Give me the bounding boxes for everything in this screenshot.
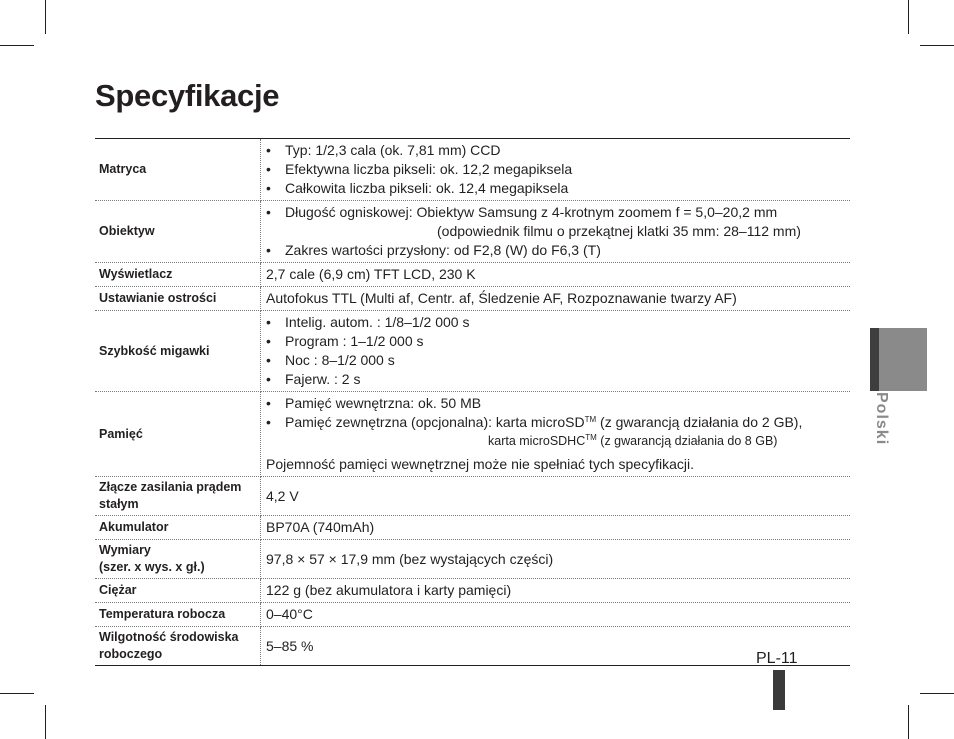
table-row — [95, 263, 850, 287]
row-label: Matryca — [95, 139, 261, 201]
list-item-text: (z gwarancją działania do 8 GB) — [596, 434, 778, 448]
memory-note: Pojemność pamięci wewnętrznej może nie spełniać tych specyfikacji. — [266, 456, 694, 472]
crop-mark — [0, 45, 34, 46]
page-number-bar — [773, 670, 785, 710]
row-label-line: Wymiary — [99, 543, 151, 557]
table-row — [95, 627, 850, 666]
crop-mark — [920, 693, 954, 694]
table-row — [95, 287, 850, 311]
row-label-line: (szer. x wys. x gł.) — [99, 560, 205, 574]
crop-mark — [45, 705, 46, 739]
row-value — [261, 311, 851, 392]
row-label: Szybkość migawki — [95, 311, 261, 392]
table-row — [95, 201, 850, 263]
list-item: • Noc : 8–1/2 000 s — [266, 351, 846, 370]
crop-mark — [45, 0, 46, 34]
row-value — [261, 139, 851, 201]
page-number: PL-11 — [756, 650, 798, 667]
row-label: Obiektyw — [95, 201, 261, 263]
table-row — [95, 603, 850, 627]
row-label: Pamięć — [95, 392, 261, 477]
language-tab-label: Polski — [873, 392, 890, 446]
row-value: 0–40°C — [261, 603, 851, 627]
list-item-text: karta microSDHC — [488, 434, 586, 448]
list-item: • Fajerw. : 2 s — [266, 370, 846, 389]
list-item-text: Pamięć zewnętrzna (opcjonalna): karta microSD — [285, 414, 585, 430]
row-value: 5–85 % — [261, 627, 851, 666]
trademark-mark: TM — [584, 415, 597, 424]
row-label: Złącze zasilania prądem stałym — [95, 477, 261, 516]
table-row — [95, 139, 850, 201]
row-value — [261, 392, 851, 477]
crop-mark — [920, 45, 954, 46]
row-value: 4,2 V — [261, 477, 851, 516]
list-item-text: Długość ogniskowej: Obiektyw Samsung z 4-krotnym zoomem f = 5,0–20,2 mm — [285, 204, 778, 220]
list-item: • Zakres wartości przysłony: od F2,8 (W) do F6,3 (T) — [266, 241, 846, 260]
list-item-text: (z gwarancją działania do 2 GB), — [596, 414, 803, 430]
list-item — [266, 413, 846, 451]
spec-table — [95, 138, 850, 666]
row-value: 97,8 × 57 × 17,9 mm (bez wystających części) — [261, 540, 851, 579]
list-item — [266, 203, 846, 241]
row-value: Autofokus TTL (Multi af, Centr. af, Śledzenie AF, Rozpoznawanie twarzy AF) — [261, 287, 851, 311]
language-tab-marker — [870, 328, 927, 391]
table-row — [95, 392, 850, 477]
row-value: 2,7 cale (6,9 cm) TFT LCD, 230 K — [261, 263, 851, 287]
table-row — [95, 516, 850, 540]
list-item: • Pamięć wewnętrzna: ok. 50 MB — [266, 394, 846, 413]
list-item-continuation: (odpowiednik filmu o przekątnej klatki 35 mm: 28–112 mm) — [437, 223, 801, 239]
row-label: Ustawianie ostrości — [95, 287, 261, 311]
row-label: Wyświetlacz — [95, 263, 261, 287]
list-item: • Efektywna liczba pikseli: ok. 12,2 megapiksela — [266, 160, 846, 179]
list-item: • Typ: 1/2,3 cala (ok. 7,81 mm) CCD — [266, 141, 846, 160]
row-label: Akumulator — [95, 516, 261, 540]
list-item: • Program : 1–1/2 000 s — [266, 332, 846, 351]
crop-mark — [0, 693, 34, 694]
list-item: • Intelig. autom. : 1/8–1/2 000 s — [266, 313, 846, 332]
crop-mark — [908, 0, 909, 34]
table-row — [95, 311, 850, 392]
row-label — [95, 540, 261, 579]
list-item-continuation — [285, 432, 846, 451]
crop-mark — [908, 705, 909, 739]
table-row — [95, 579, 850, 603]
row-label: Wilgotność środowiska roboczego — [95, 627, 261, 666]
row-label: Temperatura robocza — [95, 603, 261, 627]
table-row — [95, 540, 850, 579]
row-value: 122 g (bez akumulatora i karty pamięci) — [261, 579, 851, 603]
page-title: Specyfikacje — [95, 78, 280, 113]
table-row — [95, 477, 850, 516]
row-value: BP70A (740mAh) — [261, 516, 851, 540]
trademark-mark: TM — [585, 433, 597, 442]
row-label: Ciężar — [95, 579, 261, 603]
row-value — [261, 201, 851, 263]
list-item: • Całkowita liczba pikseli: ok. 12,4 megapiksela — [266, 179, 846, 198]
